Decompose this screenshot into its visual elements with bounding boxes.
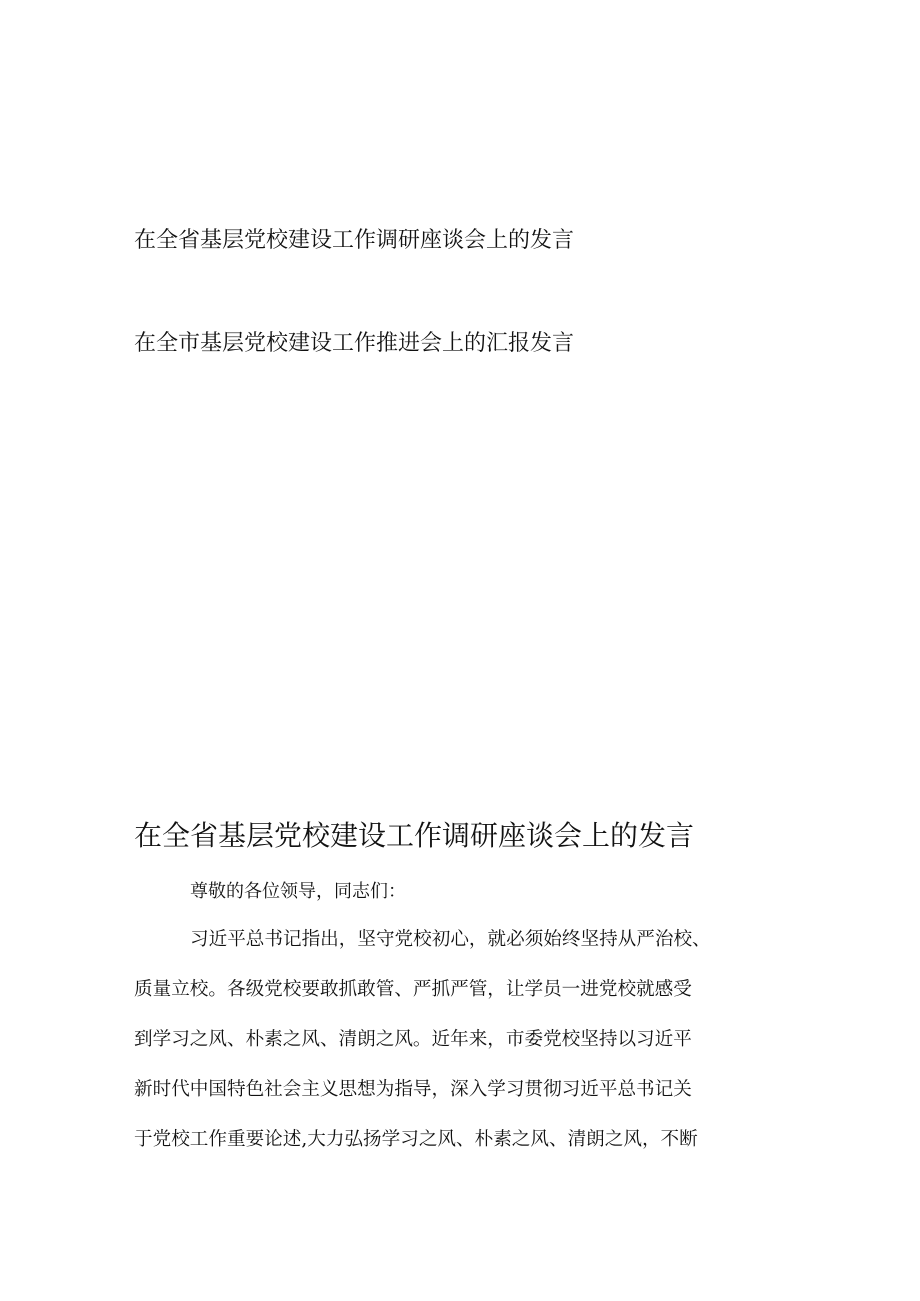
body-line: 新时代中国特色社会主义思想为指导，深入学习贯彻习近平总书记关	[134, 1079, 692, 1100]
body-line: 质量立校。各级党校要敢抓敢管、严抓严管，让学员一进党校就感受	[134, 979, 692, 1000]
table-of-contents	[134, 226, 834, 359]
body-text	[134, 924, 814, 1174]
greeting-line: 尊敬的各位领导，同志们：	[190, 881, 406, 902]
body-line: 到学习之风、朴素之风、清朗之风。近年来，市委党校坚持以习近平	[134, 1029, 692, 1050]
toc-item-2[interactable]: 在全市基层党校建设工作推进会上的汇报发言	[134, 331, 575, 356]
document-title: 在全省基层党校建设工作调研座谈会上的发言	[134, 819, 695, 852]
toc-item-1[interactable]: 在全省基层党校建设工作调研座谈会上的发言	[134, 228, 575, 253]
body-line: 于党校工作重要论述,大力弘扬学习之风、朴素之风、清朗之风，不断	[134, 1129, 698, 1150]
body-line: 习近平总书记指出，坚守党校初心，就必须始终坚持从严治校、	[190, 929, 711, 950]
